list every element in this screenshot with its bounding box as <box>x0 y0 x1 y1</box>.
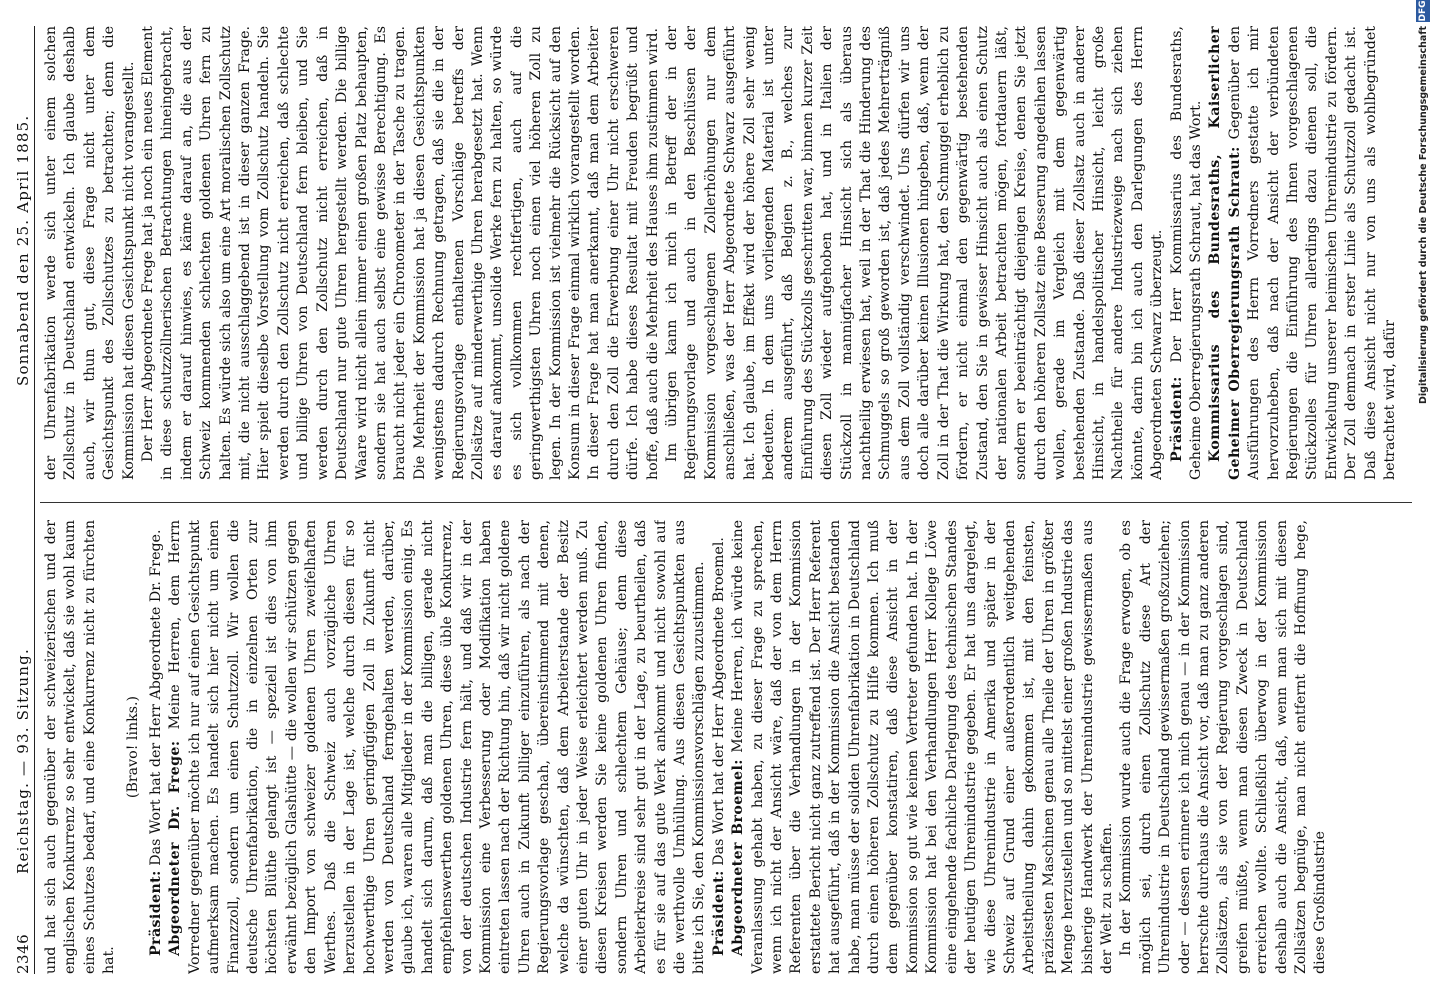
paragraph <box>710 520 729 974</box>
header-rule <box>34 26 35 974</box>
session-date: Sonnabend den 25. April 1885. <box>14 114 32 386</box>
paragraph: und hat sich auch gegenüber der schweizerischen und der englischen Konkurrenz so sehr entwickelt, daß sie wohl kaum eines Schutzes bedarf, und eine Konkurrenz nicht zu fürchten hat. <box>43 520 118 974</box>
page-header <box>8 26 36 974</box>
speaker-label: Kommissarius des Bundesraths, Kaiserlicher Geheimer Oberregierungsrath Schraut: <box>1207 26 1243 480</box>
running-title: Reichstag. — 93. Sitzung. <box>14 648 32 874</box>
right-column <box>42 26 1412 480</box>
speaker-label: Präsident: <box>710 870 727 956</box>
paragraph <box>147 520 166 974</box>
speaker-label: Abgeordneter Dr. Frege: <box>167 740 184 956</box>
dfg-logo: DFG <box>1418 0 1428 22</box>
left-column <box>42 520 1412 974</box>
paragraph-text: Meine Herren, ich würde keine Veranlassung gehabt haben, zu dieser Frage zu sprechen, wenn ich nicht der Ansicht wäre, daß der von dem Herrn Referenten über die Verhandlungen in der Kommission erstattete Bericht nicht ganz zutreffend ist. Der Herr Referent hat ausgeführt, daß in der Kommission die Ansicht bestanden habe, man müsse der soliden Uhrenfabrikation in Deutschland durch einen höheren Zollschutz zu Hilfe kommen. Ich muß dem gegenüber konstatiren, daß diese Ansicht in der Kommission so gut wie keinen Vertreter gefunden hat. In der Kommission hat bei den Verhandlungen Herr Kollege Löwe eine eingehende fachliche Darlegung des technischen Standes der heutigen Uhrenindustrie gegeben. Er hat uns dargelegt, wie diese Uhrenindustrie in Amerika und später in der Schweiz auf Grund einer außerordentlich weitgehenden Arbeitstheilung dahin gekommen ist, mit den feinsten, präzisesten Maschinen genau alle Theile der Uhren in größter Menge herzustellen und so mittelst einer großen Industrie das bisherige Handwerk der Uhrenindustrie gewissermaßen aus der Welt zu schaffen. <box>730 520 1115 974</box>
paragraph <box>1168 26 1207 480</box>
speaker-label: Abgeordneter Broemel: <box>730 759 747 956</box>
page-footer <box>1418 0 1430 1000</box>
paragraph-text: Das Wort hat der Herr Abgeordnete Dr. Frege. <box>148 529 165 866</box>
applause-note: (Bravo! links.) <box>124 695 141 799</box>
speaker-label: Präsident: <box>148 870 165 956</box>
paragraph: In der Kommission wurde auch die Frage erwogen, ob es möglich sei, durch einen Zollschutz diese Art der Uhrenindustrie in Deutschland gewissermaßen großzuziehen; oder — dessen erinnere ich mich genau — in der Kommission herrschte durchaus die Ansicht vor, daß man zu ganz anderen Zollsätzen, als sie von der Regierung vorgeschlagen sind, greifen müßte, wenn man diesen Zweck in Deutschland erreichen wollte. Schließlich überwog in der Kommission deshalb auch die Ansicht, daß, wenn man sich mit diesen Zollsätzen begnüge, man nicht entfernt die Hoffnung hege, diese Großindustrie <box>1118 520 1329 974</box>
paragraph <box>1206 26 1400 480</box>
paragraph <box>729 520 1117 974</box>
paragraph-text: Der Herr Kommissarius des Bundesraths, Geheime Oberregierungsrath Schraut, hat das Wort. <box>1168 26 1204 480</box>
page-number: 2346 <box>14 933 32 974</box>
paragraph: der Uhrenfabrikation werde sich unter einem solchen Zollschutz in Deutschland entwickeln. Ich glaube deshalb auch, wir thun gut, diese Frage nicht unter dem Gesichtspunkt des Zollschutzes zu betrachten; denn die Kommission hat diesen Gesichtspunkt nicht vorangestellt. <box>43 26 137 480</box>
paragraph-text: Das Wort hat der Herr Abgeordnete Broemel. <box>710 537 727 866</box>
paragraph: Der Herr Abgeordnete Frege hat ja noch ein neues Element in diese schutzzöllnerischen Betrachtungen hineingebracht, indem er darauf hinwies, es käme darauf an, die aus der Schweiz kommenden schlechten goldenen Uhren fern zu halten. Es würde sich also um eine Art moralischen Zollschutz mit, die nicht ausschlaggebend ist in dieser ganzen Frage. Hier spielt dieselbe Vorstellung vom Zollschutz handeln. Sie werden durch den Zollschutz nicht erreichen, daß schlechte und billige Uhren von Deutschland fern bleiben, und Sie werden durch den Zollschutz nicht erreichen, daß in Deutschland nur gute Uhren hergestellt werden. Die billige Waare wird nicht allein immer einen großen Platz behaupten, sondern sie hat auch selbst eine gewisse Berechtigung. Es braucht nicht jeder ein Chronometer in der Tasche zu tragen. Die Mehrheit der Kommission hat ja diesen Gesichtspunkten wenigstens dadurch Rechnung getragen, daß sie die in der Regierungsvorlage enthaltenen Vorschläge betreffs der Zollsätze auf minderwerthige Uhren herabgesetzt hat. Wenn es darauf ankommt, unsolide Werke fern zu halten, so würde es sich vollkommen rechtfertigen, auch auf die geringwerthigsten Uhren noch einen viel höheren Zoll zu legen. In der Kommission ist vielmehr die Rücksicht auf den Konsum in dieser Frage einmal wirklich vorangestellt worden. In dieser Frage hat man anerkannt, daß man dem Arbeiter durch den Zoll die Erwerbung einer Uhr nicht erschweren dürfe. Ich habe dieses Resultat mit Freuden begrüßt und hoffe, daß auch die Mehrheit des Hauses ihm zustimmen wird. <box>140 26 661 480</box>
paragraph-text: Meine Herren, dem Herrn Vorredner gegenüber möchte ich nur auf einen Gesichtspunkt aufmerksam machen. Es handelt sich hier nicht um einen Finanzzoll, sondern um einen Schutzzoll. Wir wollen die deutsche Uhrenfabrikation, die in einzelnen Orten zur höchsten Blüthe gelangt ist — speziell ist dies von ihm erwähnt bezüglich Glashütte — die wollen wir schützen gegen den Import von schweizer goldenen Uhren zweifelhaften Werthes. Daß die Schweiz auch vorzügliche Uhren herzustellen in der Lage ist, welche durch diesen für so hochwerthige Uhren geringfügigen Zoll in Zukunft nicht werden von Deutschland ferngehalten werden, darüber, glaube ich, waren alle Mitglieder in der Kommission einig. Es handelt sich darum, daß man die billigen, gerade nicht empfehlenswerthen goldenen Uhren, diese üble Konkurrenz, von der deutschen Industrie fern hält, und daß wir in der Kommission eine Verbesserung oder Modifikation haben eintreten lassen nach der Richtung hin, daß wir nicht goldene Uhren auch in Zukunft billiger einzuführen, als nach der Regierungsvorlage geschah, übereinstimmend mit denen, welche da wünschten, daß dem Arbeiterstande der Besitz einer guten Uhr in jeder Weise erleichtert werden muß. Zu diesen Kreisen werden Sie keine goldenen Uhren finden, sondern Uhren und schlechtem Gehäuse; denn diese Arbeiterkreise sind sehr gut in der Lage, zu beurtheilen, daß es für sie auf das gute Werk ankommt und nicht sowohl auf die werthvolle Umhüllung. Aus diesen Gesichtspunkten aus bitte ich Sie, den Kommissionsvorschlägen zuzustimmen. <box>167 520 708 974</box>
paragraph: Im übrigen kann ich mich in Betreff der in der Regierungsvorlage und auch in den Beschlüssen der Kommission vorgeschlagenen Zollerhöhungen nur dem anschließen, was der Herr Abgeordnete Schwarz ausgeführt hat. Ich glaube, im Effekt wird der höhere Zoll sehr wenig bedeuten. In dem uns vorliegenden Material ist unter anderem ausgeführt, daß Belgien z. B., welches zur Einführung des Stückzolls geschritten war, binnen kurzer Zeit diesen Zoll wieder aufgehoben hat, und in Italien der Stückzoll in mannigfacher Hinsicht sich als überaus nachtheilig erwiesen hat, weil in der That die Hinderung des Schmuggels so groß geworden ist, daß jedes Mehrerträgniß aus dem Zoll vollständig verschwindet. Uns dürfen wir uns doch alle darüber keinen Illusionen hingeben, daß, wenn der Zoll in der That die Wirkung hat, den Schmuggel erheblich zu fördern, er nicht einmal den gegenwärtig bestehenden Zustand, den Sie in gewisser Hinsicht auch als einen Schutz der nationalen Arbeit betrachten mögen, fortdauern läßt, sondern er beeinträchtigt diejenigen Kreise, denen Sie jetzt durch den höheren Zollsatz eine Besserung angedeihen lassen wollen, gerade im Vergleich mit dem gegenwärtig bestehenden Zustande. Daß dieser Zollsatz auch in anderer Hinsicht, in handelspolitischer Hinsicht, leicht große Nachtheile für andere Industriezweige nach sich ziehen könnte, darin bin ich auch den Darlegungen des Herrn Abgeordneten Schwarz überzeugt. <box>664 26 1166 480</box>
speaker-label: Präsident: <box>1168 376 1185 462</box>
paragraph-text: Gegenüber den Ausführungen des Herrn Vorredners gestatte ich mir hervorzuheben, daß nach der Ansicht der verbündeten Regierungen die Einführung des Ihnen vorgeschlagenen Stückzolles für Uhren allerdings dazu dienen soll, die Entwickelung unserer heimischen Uhrenindustrie zu fördern. Der Zoll demnach in erster Linie als Schutzzoll gedacht ist. Daß diese Ansicht nicht nur von uns als wohlbegründet betrachtet wird, dafür <box>1226 26 1399 480</box>
column-divider <box>40 502 1412 503</box>
digitization-note: Digitalisierung gefördert durch die Deutsche Forschungsgemeinschaft <box>1418 26 1429 404</box>
paragraph <box>166 520 709 974</box>
